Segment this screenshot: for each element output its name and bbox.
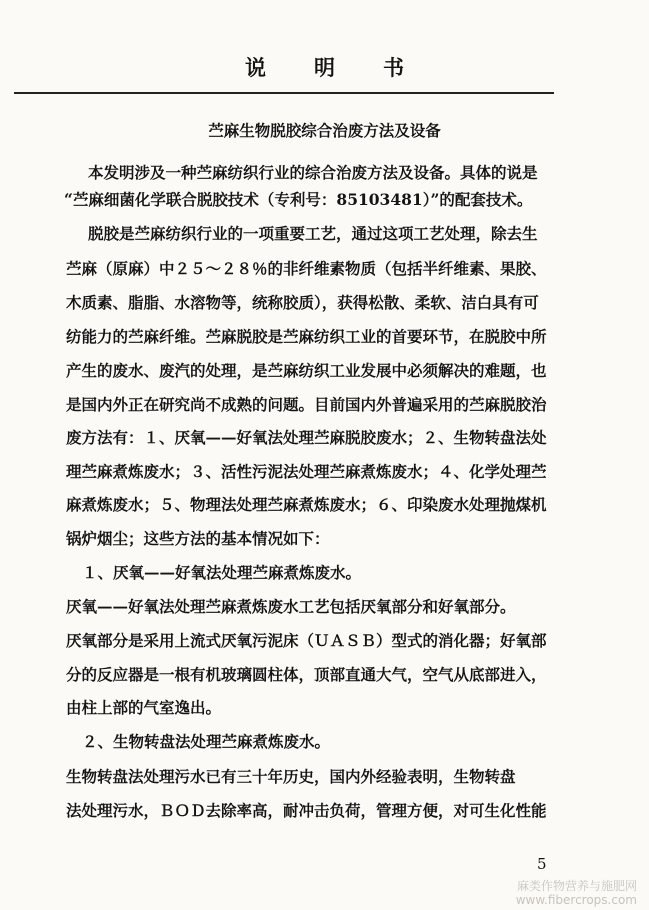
body-line: 法处理污水，ＢＯＤ去除率高，耐冲击负荷，管理方便，对可生化性能 bbox=[66, 801, 547, 820]
body-line: 分的反应器是一根有机玻璃圆柱体，顶部直通大气，空气从底部进入， bbox=[66, 665, 547, 684]
body-line: “苎麻细菌化学联合脱胶技术（专利号：85103481）”的配套技术。 bbox=[64, 190, 533, 209]
section-heading: １、厌氧——好氧法处理苎麻煮炼废水。 bbox=[82, 563, 362, 582]
body-line: 厌氧部分是采用上流式厌氧污泥床（ＵＡＳＢ）型式的消化器；好氧部 bbox=[66, 631, 547, 650]
body-line: 木质素、脂脂、水溶物等，统称胶质），获得松散、柔软、洁白具有可 bbox=[66, 293, 539, 312]
watermark-url: www.fibercrops.com bbox=[515, 893, 637, 907]
body-line: 纺能力的苎麻纤维。苎麻脱胶是苎麻纺织工业的首要环节，在脱胶中所 bbox=[66, 327, 547, 346]
body-line: 废方法有：１、厌氧——好氧法处理苎麻脱胶废水；２、生物转盘法处 bbox=[66, 428, 547, 447]
page-number: 5 bbox=[537, 855, 547, 873]
body-line: 苎麻（原麻）中２５～２８％的非纤维素物质（包括半纤维素、果胶、 bbox=[66, 259, 547, 278]
body-line: 是国内外正在研究尚不成熟的问题。目前国内外普遍采用的苎麻脱胶治 bbox=[66, 395, 547, 414]
body-line: 产生的废水、废汽的处理，是苎麻纺织工业发展中必须解决的难题，也 bbox=[66, 361, 547, 380]
page-header: 说明书 bbox=[245, 55, 452, 80]
body-line: 理苎麻煮炼废水；３、活性污泥法处理苎麻煮炼废水；４、化学处理苎 bbox=[66, 462, 547, 481]
document-title: 苎麻生物脱胶综合治废方法及设备 bbox=[208, 121, 441, 140]
watermark-text: 麻类作物营养与施肥网 bbox=[516, 879, 637, 893]
header-rule bbox=[14, 92, 554, 94]
body-line: 生物转盘法处理污水已有三十年历史，国内外经验表明，生物转盘 bbox=[66, 767, 516, 786]
body-line: 麻煮炼废水；５、物理法处理苎麻煮炼废水；６、印染废水处理抛煤机 bbox=[66, 495, 547, 514]
section-heading: ２、生物转盘法处理苎麻煮炼废水。 bbox=[82, 732, 331, 751]
body-line: 锅炉烟尘；这些方法的基本情况如下： bbox=[66, 529, 330, 548]
body-line: 厌氧——好氧法处理苎麻煮炼废水工艺包括厌氧部分和好氧部分。 bbox=[66, 597, 516, 616]
body-line: 由柱上部的气室逸出。 bbox=[66, 698, 222, 717]
body-line: 本发明涉及一种苎麻纺织行业的综合治废方法及设备。具体的说是 bbox=[88, 163, 538, 182]
body-line: 脱胶是苎麻纺织行业的一项重要工艺，通过这项工艺处理，除去生 bbox=[88, 224, 538, 243]
